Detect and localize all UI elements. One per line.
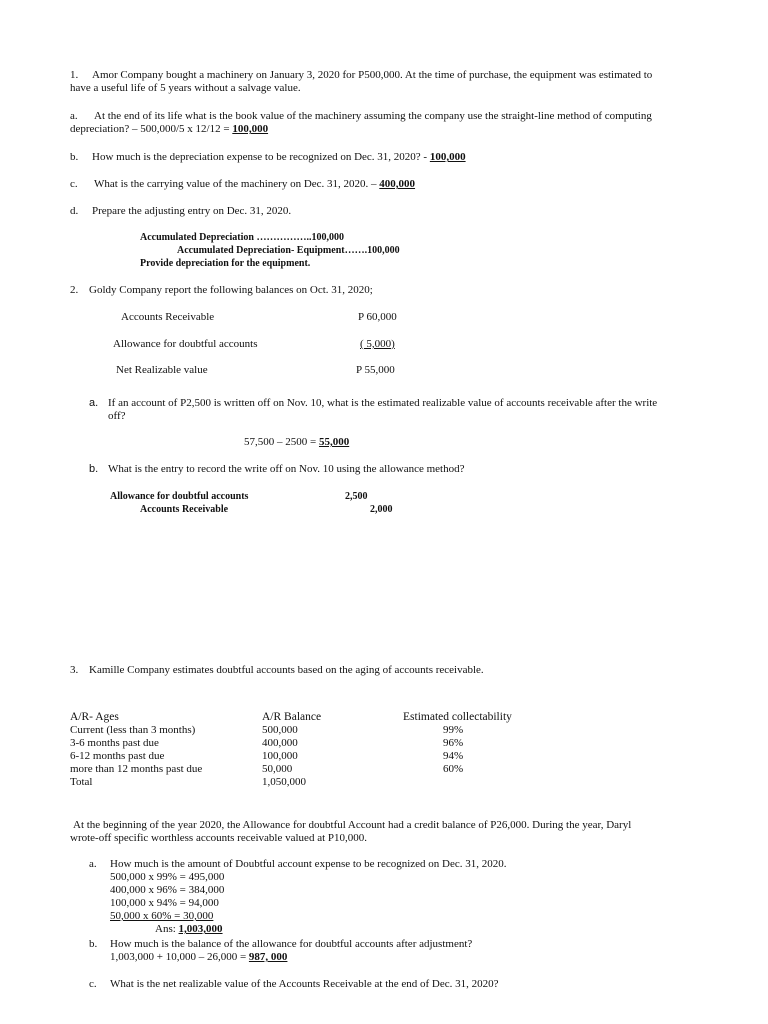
q2-row-label: Net Realizable value [116, 364, 208, 376]
q2b-label: b. [89, 463, 99, 475]
q1a-line2-text: depreciation? – 500,000/5 x 12/12 = [70, 123, 233, 135]
q3a-answer-line [155, 923, 223, 936]
aging-balance: 1,050,000 [262, 776, 306, 788]
q1a-line2 [70, 123, 268, 136]
q2a-calculation [244, 436, 349, 449]
aging-age: 3-6 months past due [70, 737, 159, 749]
q2-number: 2. [70, 284, 79, 296]
q1c-label: c. [70, 178, 78, 190]
q3b-calculation [110, 951, 287, 964]
q1c-text: What is the carrying value of the machinery on Dec. 31, 2020. – [94, 178, 380, 190]
q1b-text: How much is the depreciation expense to be recognized on Dec. 31, 2020? - [92, 151, 430, 163]
q1b-answer: 100,000 [429, 151, 466, 163]
q3a-calc-line: 500,000 x 99% = 495,000 [110, 871, 225, 883]
q3a-answer: 1,003,000 [178, 923, 223, 935]
q2-stem: Goldy Company report the following balances on Oct. 31, 2020; [89, 284, 373, 296]
q3a-calc-line: 50,000 x 60% = 30,000 [110, 910, 214, 922]
q3-paragraph-line2: wrote-off specific worthless accounts receivable valued at P10,000. [70, 832, 367, 844]
q3a-answer-label: Ans: [155, 923, 179, 935]
q2-row-value: P 60,000 [358, 311, 397, 323]
q3b-answer: 987, 000 [248, 951, 288, 963]
q2a-label: a. [89, 397, 99, 409]
q2b-text: What is the entry to record the write off on Nov. 10 using the allowance method? [108, 463, 465, 475]
aging-header-collectability: Estimated collectability [403, 711, 512, 723]
q1-entry-credit: Accumulated Depreciation- Equipment…….100,000 [177, 245, 400, 256]
aging-age: Current (less than 3 months) [70, 724, 196, 736]
q3-number: 3. [70, 664, 79, 676]
aging-rate: 94% [443, 750, 464, 762]
aging-balance: 100,000 [262, 750, 298, 762]
q1d-text: Prepare the adjusting entry on Dec. 31, 2020. [92, 205, 292, 217]
q3c-text: What is the net realizable value of the Accounts Receivable at the end of Dec. 31, 2020? [110, 978, 499, 990]
q1-stem-line1: Amor Company bought a machinery on January 3, 2020 for P500,000. At the time of purchase, the equipment was estimated to [92, 69, 653, 81]
q1a-label: a. [70, 110, 78, 122]
q2a-line2: off? [108, 410, 126, 422]
q3-paragraph-line1: At the beginning of the year 2020, the Allowance for doubtful Account had a credit balance of P26,000. During the year, Daryl [73, 819, 632, 831]
q1d-label: d. [70, 205, 79, 217]
aging-balance: 50,000 [262, 763, 293, 775]
aging-rate: 99% [443, 724, 464, 736]
q2-row-value: P 55,000 [356, 364, 395, 376]
q2-row-label: Allowance for doubtful accounts [113, 338, 258, 350]
q1-entry-debit: Accumulated Depreciation ……………..100,000 [140, 232, 344, 243]
q3a-label: a. [89, 858, 97, 870]
q3c-label: c. [89, 978, 97, 990]
q2-entry-credit-account: Accounts Receivable [140, 504, 229, 515]
q3b-label: b. [89, 938, 98, 950]
aging-header-balance: A/R Balance [262, 711, 322, 723]
q3a-text: How much is the amount of Doubtful account expense to be recognized on Dec. 31, 2020. [110, 858, 507, 870]
q1a-answer: 100,000 [232, 123, 269, 135]
q1c-answer: 400,000 [379, 178, 416, 190]
q2-row-value: ( 5,000) [360, 338, 395, 350]
q1b-question [92, 151, 466, 164]
q3a-calc-line: 100,000 x 94% = 94,000 [110, 897, 219, 909]
q2-row-label: Accounts Receivable [121, 311, 215, 323]
aging-age: more than 12 months past due [70, 763, 203, 775]
q3-stem: Kamille Company estimates doubtful accounts based on the aging of accounts receivable. [89, 664, 484, 676]
q3b-calc-text: 1,003,000 + 10,000 – 26,000 = [110, 951, 249, 963]
q2a-answer: 55,000 [318, 436, 350, 448]
q1-number: 1. [70, 69, 79, 81]
q3b-text: How much is the balance of the allowance for doubtful accounts after adjustment? [110, 938, 473, 950]
aging-age: 6-12 months past due [70, 750, 165, 762]
q1c-question [94, 178, 415, 191]
q2-entry-debit-account: Allowance for doubtful accounts [110, 491, 249, 502]
q2-entry-credit-amount: 2,000 [370, 504, 393, 515]
aging-rate: 96% [443, 737, 464, 749]
q1b-label: b. [70, 151, 79, 163]
aging-rate: 60% [443, 763, 464, 775]
q1-entry-explanation: Provide depreciation for the equipment. [140, 258, 311, 269]
aging-age: Total [70, 776, 93, 788]
aging-header-ages: A/R- Ages [70, 711, 119, 723]
q2a-calc-text: 57,500 – 2500 = [244, 436, 319, 448]
q2-entry-debit-amount: 2,500 [345, 491, 368, 502]
aging-balance: 500,000 [262, 724, 298, 736]
aging-balance: 400,000 [262, 737, 298, 749]
q1a-line1: At the end of its life what is the book value of the machinery assuming the company use the straight-line method of computing [94, 110, 652, 122]
q2a-line1: If an account of P2,500 is written off on Nov. 10, what is the estimated realizable value of accounts receivable after the write [108, 397, 658, 409]
q1-stem-line2: have a useful life of 5 years without a salvage value. [70, 82, 301, 94]
q3a-calc-line: 400,000 x 96% = 384,000 [110, 884, 225, 896]
